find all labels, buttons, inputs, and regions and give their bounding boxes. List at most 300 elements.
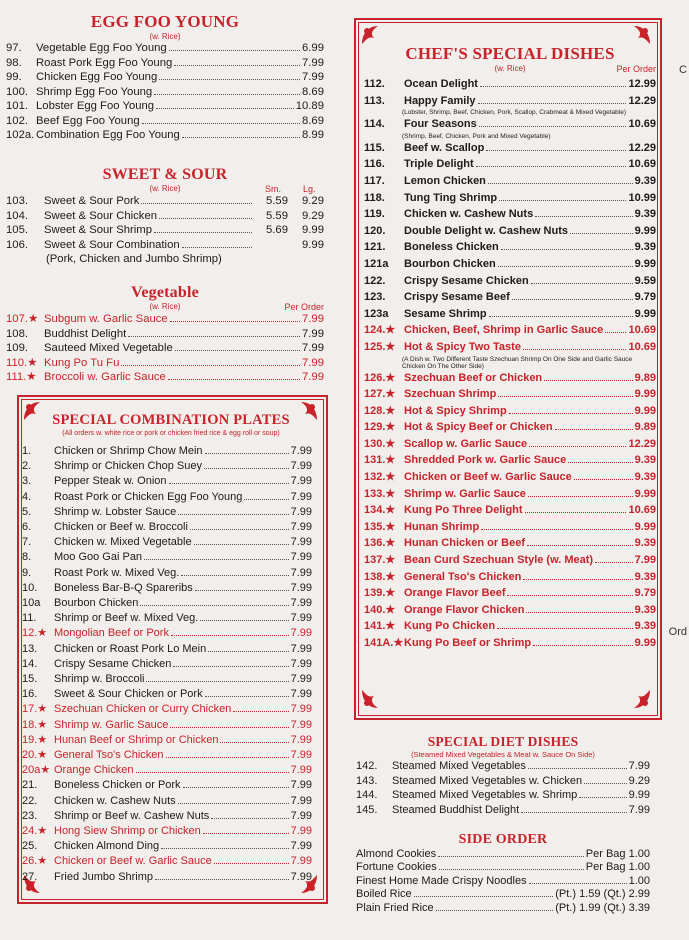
item-number: 130.★ (364, 437, 396, 450)
item-name: Double Delight w. Cashew Nuts (404, 224, 568, 237)
item-price: 10.69 (628, 118, 656, 131)
item-price: 12.29 (628, 141, 656, 154)
item-name: Sweet & Sour Chicken (44, 209, 158, 222)
dot-leader (136, 772, 289, 773)
item-number: 123. (364, 291, 386, 304)
item-price: 7.99 (302, 342, 324, 354)
dot-leader (208, 651, 288, 652)
item-name: Chicken or Roast Pork Lo Mein (54, 642, 207, 655)
item-number: 122. (364, 274, 386, 287)
dot-leader (203, 833, 289, 834)
item-number: 140.★ (364, 603, 396, 616)
item-name: Szechuan Shrimp (404, 388, 497, 401)
dot-leader (523, 349, 627, 350)
item-price: 9.99 (634, 404, 656, 417)
dot-leader (498, 266, 633, 267)
item-number: 123a (364, 307, 389, 320)
item-price: 7.99 (290, 642, 312, 655)
per-order-label: Per Order (616, 64, 656, 74)
menu-item (22, 748, 312, 763)
dot-leader (476, 166, 627, 167)
menu-item (22, 702, 312, 717)
item-number: 126.★ (364, 371, 396, 384)
cropped-edge-text: Ord (668, 626, 687, 638)
menu-item (364, 93, 656, 110)
item-number: 10. (22, 581, 38, 594)
item-price: 9.89 (634, 421, 656, 434)
item-number: 138.★ (364, 570, 396, 583)
dot-leader (233, 711, 288, 712)
menu-item (364, 140, 656, 157)
item-price: 7.99 (290, 657, 312, 670)
menu-item (364, 370, 656, 387)
dot-leader (528, 768, 627, 769)
menu-item (356, 875, 650, 888)
item-price: 9.99 (634, 637, 656, 649)
menu-item (22, 778, 312, 793)
dot-leader (140, 605, 288, 606)
item-name: Shrimp or Beef w. Cashew Nuts (54, 809, 210, 822)
dot-leader (146, 681, 288, 682)
item-name: Fried Jumbo Shrimp (54, 870, 154, 883)
dot-leader (574, 479, 633, 480)
large-price: 9.99 (302, 224, 324, 236)
item-number: 141.★ (364, 620, 396, 633)
menu-item (364, 419, 656, 436)
menu-item (356, 788, 650, 803)
item-name: Roast Pork or Chicken Egg Foo Young (54, 490, 243, 503)
item-name: Steamed Mixed Vegetables (392, 760, 526, 772)
item-name: Hunan Shrimp (404, 520, 480, 533)
item-price: Per Bag 1.00 (585, 848, 650, 860)
menu-item (356, 759, 650, 774)
item-price: 12.29 (628, 437, 656, 450)
item-number: 127.★ (364, 388, 396, 401)
item-price: 7.99 (290, 749, 312, 762)
menu-list (6, 312, 324, 385)
item-price: 7.99 (290, 703, 312, 716)
item-price: 7.99 (290, 597, 312, 610)
item-number: 115. (364, 141, 385, 154)
item-number: 98. (6, 56, 22, 69)
item-number: 119. (364, 208, 385, 221)
dot-leader (144, 559, 289, 560)
dot-leader (211, 818, 288, 819)
item-number: 124.★ (364, 324, 396, 337)
menu-item (6, 327, 324, 342)
menu-item (364, 156, 656, 173)
item-number: 113. (364, 94, 385, 107)
item-name: Shrimp w. Garlic Sauce (404, 487, 526, 500)
item-name: Bourbon Chicken (54, 597, 139, 610)
item-number: 103. (6, 195, 28, 207)
item-price: 6.99 (302, 42, 324, 54)
dot-leader (174, 65, 300, 66)
item-price: 7.99 (290, 825, 312, 838)
menu-item (22, 809, 312, 824)
item-price: 1.00 (628, 874, 650, 887)
section-subtitle: (w. Rice) (149, 32, 181, 41)
item-name: Sweet & Sour Chicken or Pork (54, 688, 203, 701)
dot-leader (175, 350, 300, 351)
item-name: Chicken Egg Foo Young (36, 71, 158, 83)
item-name: Beef Egg Foo Young (36, 114, 140, 127)
menu-item (364, 273, 656, 290)
menu-item (364, 306, 656, 323)
item-number: 120. (364, 224, 386, 237)
item-name: Boneless Bar-B-Q Spareribs (54, 581, 193, 594)
item-name: Orange Chicken (54, 764, 134, 777)
menu-item (364, 239, 656, 256)
dot-leader (159, 218, 252, 219)
item-price: 7.99 (290, 840, 312, 853)
dot-leader (181, 575, 288, 576)
dot-leader (568, 462, 632, 463)
menu-item (22, 520, 312, 535)
dot-leader (438, 856, 584, 857)
section-title: SWEET & SOUR (102, 166, 228, 183)
item-number: 132.★ (364, 471, 396, 484)
side-order-section (356, 832, 650, 915)
item-price: 7.99 (628, 803, 650, 816)
item-name: Kung Po Chicken (404, 620, 496, 633)
item-name: Kung Po Beef or Shrimp (404, 637, 532, 649)
menu-item (356, 774, 650, 789)
item-number: 23. (22, 809, 38, 822)
dot-leader (479, 126, 627, 127)
menu-item (364, 339, 656, 356)
item-price: 7.99 (290, 718, 312, 731)
dot-leader (527, 545, 633, 546)
large-price: 9.29 (302, 195, 324, 207)
item-name: Shrimp w. Lobster Sauce (54, 505, 177, 518)
item-price: 7.99 (290, 460, 312, 473)
menu-item (6, 85, 324, 100)
menu-item (22, 657, 312, 672)
item-number: 105. (6, 224, 28, 236)
item-number: 106. (6, 238, 28, 251)
menu-item (364, 190, 656, 207)
item-price: 10.69 (628, 324, 656, 337)
dot-leader (200, 620, 288, 621)
menu-item (6, 114, 324, 129)
large-price: 9.99 (302, 238, 324, 251)
dot-leader (436, 910, 554, 911)
item-price: 9.99 (628, 789, 650, 801)
dot-leader (141, 203, 252, 204)
item-name: Sweet & Sour Pork (44, 195, 140, 207)
item-price: (Pt.) 1.59 (Qt.) 2.99 (555, 888, 650, 901)
item-name: Steamed Mixed Vegetables w. Shrimp (392, 789, 578, 801)
dot-leader (529, 446, 626, 447)
menu-item (6, 238, 324, 253)
item-price: 7.99 (302, 327, 324, 340)
dot-leader (204, 468, 289, 469)
dot-leader (154, 232, 252, 233)
dot-leader (166, 757, 289, 758)
item-number: 21. (22, 779, 38, 792)
dot-leader (501, 249, 633, 250)
menu-item (22, 505, 312, 520)
item-price: (Pt.) 1.99 (Qt.) 3.39 (555, 901, 650, 914)
item-name: Chicken or Beef w. Garlic Sauce (404, 471, 572, 484)
item-number: 135.★ (364, 520, 396, 533)
menu-item (22, 490, 312, 505)
menu-item (22, 535, 312, 550)
item-price: 7.99 (302, 71, 324, 83)
dot-leader (528, 496, 633, 497)
flower-ornament-icon (628, 686, 654, 712)
item-name: Sauteed Mixed Vegetable (44, 342, 173, 354)
item-price: 7.99 (290, 475, 312, 488)
item-number: 101. (6, 100, 28, 112)
item-number: 118. (364, 191, 385, 204)
item-price: 7.99 (290, 764, 312, 777)
item-name: Shrimp w. Broccoli (54, 673, 145, 686)
item-number: 114. (364, 118, 385, 131)
item-price: 10.69 (628, 158, 656, 171)
item-price: 7.99 (290, 505, 312, 518)
item-number: 141A.★ (364, 637, 404, 649)
item-name: Ocean Delight (404, 78, 478, 90)
menu-item (22, 474, 312, 489)
item-number: 125.★ (364, 340, 396, 353)
dot-leader (159, 79, 300, 80)
item-number: 7. (22, 536, 32, 549)
item-price: 7.99 (290, 627, 312, 640)
menu-list (356, 848, 650, 915)
item-name: Chicken w. Cashew Nuts (404, 208, 534, 221)
item-name: Sweet & Sour Combination (44, 238, 180, 251)
item-number: 108. (6, 327, 28, 340)
item-number: 136.★ (364, 537, 396, 550)
item-number: 121a (364, 257, 389, 270)
item-price: 7.99 (290, 855, 312, 868)
item-name: Roast Pork Egg Foo Young (36, 56, 173, 69)
menu-item (364, 569, 656, 586)
section-subtitle: (Steamed Mixed Vegetables & Meat w. Sauce On Side) (411, 750, 595, 759)
menu-item (364, 256, 656, 273)
small-price: 5.59 (266, 195, 288, 207)
item-price: 9.39 (634, 208, 656, 221)
item-price: 9.39 (634, 537, 656, 550)
item-price: 7.99 (290, 794, 312, 807)
item-number: 19.★ (22, 733, 48, 746)
menu-item (356, 803, 650, 818)
item-name: Szechuan Beef or Chicken (404, 371, 543, 384)
item-name: Fortune Cookies (356, 861, 437, 874)
item-name: Plain Fried Rice (356, 901, 434, 914)
chef-special-section (364, 44, 656, 652)
item-name: Scallop w. Garlic Sauce (404, 437, 528, 450)
item-price: 8.99 (302, 129, 324, 141)
dot-leader (171, 635, 289, 636)
menu-item (22, 581, 312, 596)
menu-item (364, 223, 656, 240)
dot-leader (195, 590, 289, 591)
sweet-sour-section (6, 166, 324, 266)
item-name: Broccoli w. Garlic Sauce (44, 371, 166, 383)
item-name: Shrimp or Beef w. Mixed Veg. (54, 612, 199, 625)
item-price: 7.99 (290, 779, 312, 792)
dot-leader (178, 514, 288, 515)
dot-leader (170, 321, 300, 322)
item-name: Chicken, Beef, Shrimp in Garlic Sauce (404, 324, 604, 337)
item-name: Shrimp or Chicken Chop Suey (54, 460, 202, 473)
item-number: 18.★ (22, 718, 48, 731)
item-number: 139.★ (364, 587, 396, 600)
dot-leader (173, 666, 288, 667)
dot-leader (531, 283, 633, 284)
menu-item (364, 602, 656, 619)
menu-item (364, 502, 656, 519)
item-number: 100. (6, 85, 28, 98)
item-name: Crispy Sesame Beef (404, 291, 510, 304)
dot-leader (439, 869, 584, 870)
item-name: Hunan Chicken or Beef (404, 537, 526, 550)
item-number: 24.★ (22, 825, 48, 838)
dot-leader (488, 183, 633, 184)
item-name: General Tso's Chicken (404, 570, 522, 583)
dot-leader (507, 595, 632, 596)
item-price: 7.99 (302, 56, 324, 69)
dot-leader (205, 453, 289, 454)
item-number: 121. (364, 241, 386, 254)
menu-item (22, 596, 312, 611)
item-description: (Shrimp, Beef, Chicken, Pork and Mixed Vegetable) (402, 132, 551, 140)
section-subtitle: (w. Rice) (149, 184, 181, 193)
item-name: Vegetable Egg Foo Young (36, 42, 167, 54)
item-price: 9.39 (634, 471, 656, 484)
item-price: 9.99 (634, 388, 656, 401)
item-name: Steamed Mixed Vegetables w. Chicken (392, 774, 583, 787)
menu-item (22, 444, 312, 459)
menu-item (6, 356, 324, 371)
item-price: 9.99 (634, 224, 656, 237)
item-price: 9.39 (634, 603, 656, 616)
item-price: 10.69 (628, 504, 656, 517)
item-number: 25. (22, 840, 38, 853)
item-price: 7.99 (302, 371, 324, 383)
dot-leader (480, 86, 627, 87)
item-price: 9.99 (634, 520, 656, 533)
menu-item (22, 794, 312, 809)
dot-leader (579, 797, 626, 798)
menu-list (6, 41, 324, 143)
menu-item (22, 687, 312, 702)
item-name: Combination Egg Foo Young (36, 129, 180, 141)
item-number: 9. (22, 566, 32, 579)
item-price: 10.69 (628, 340, 656, 353)
item-number: 6. (22, 521, 32, 534)
item-name: Chicken or Shrimp Chow Mein (54, 445, 203, 457)
item-number: 110.★ (6, 356, 38, 369)
item-price: 8.69 (302, 85, 324, 98)
dot-leader (214, 863, 289, 864)
item-name: Lemon Chicken (404, 174, 486, 187)
item-name: Crispy Sesame Chicken (404, 274, 529, 287)
menu-item (6, 209, 324, 224)
dot-leader (142, 123, 300, 124)
item-number: 97. (6, 42, 22, 54)
item-number: 99. (6, 71, 22, 83)
dot-leader (570, 233, 633, 234)
item-number: 129.★ (364, 421, 396, 434)
item-name: Chicken Almond Ding (54, 840, 160, 853)
item-name: Bourbon Chicken (404, 257, 496, 270)
item-price: 9.99 (634, 487, 656, 500)
item-name: Chicken w. Mixed Vegetable (54, 536, 192, 549)
item-number: 5. (22, 505, 32, 518)
section-subtitle: (w. Rice) (494, 64, 526, 73)
item-name: Boneless Chicken (404, 241, 499, 254)
menu-item (364, 635, 656, 652)
dot-leader (498, 396, 632, 397)
menu-item (364, 469, 656, 486)
dot-leader (205, 696, 289, 697)
item-number: 13. (22, 642, 38, 655)
item-name: Szechuan Chicken or Curry Chicken (54, 703, 232, 716)
dot-leader (178, 803, 289, 804)
menu-item (6, 312, 324, 327)
item-price: Per Bag 1.00 (585, 861, 650, 874)
dot-leader (414, 896, 554, 897)
menu-item (356, 861, 650, 874)
item-number: 17.★ (22, 703, 48, 716)
dot-leader (170, 727, 288, 728)
item-price: 9.39 (634, 620, 656, 633)
menu-item (364, 452, 656, 469)
item-name: Bean Curd Szechuan Style (w. Meat) (404, 554, 594, 567)
item-name: Lobster Egg Foo Young (36, 100, 155, 112)
item-name: Sweet & Sour Shrimp (44, 224, 152, 236)
menu-item (6, 223, 324, 238)
item-name: Moo Goo Gai Pan (54, 551, 143, 564)
menu-item (22, 870, 312, 885)
dot-leader (194, 544, 289, 545)
menu-item (22, 672, 312, 687)
dot-leader (521, 812, 626, 813)
item-name: Sesame Shrimp (404, 307, 487, 320)
item-price: 9.39 (634, 174, 656, 187)
dot-leader (497, 628, 633, 629)
item-number: 1. (22, 445, 32, 457)
menu-item (22, 642, 312, 657)
item-name: Boneless Chicken or Pork (54, 779, 181, 792)
item-name: Crispy Sesame Chicken (54, 657, 172, 670)
dot-leader (481, 529, 632, 530)
dot-leader (169, 483, 289, 484)
item-number: 145. (356, 803, 378, 816)
item-name: Hot & Spicy Beef or Chicken (404, 421, 553, 434)
flower-ornament-icon (358, 686, 384, 712)
dot-leader (555, 429, 633, 430)
large-price: 9.29 (302, 209, 324, 222)
menu-item (22, 718, 312, 733)
item-price: 7.99 (290, 612, 312, 625)
item-name: Tung Ting Shrimp (404, 191, 498, 204)
section-subtitle: (w. Rice) (149, 302, 181, 311)
item-number: 2. (22, 460, 32, 473)
item-price: 9.89 (634, 371, 656, 384)
item-name: Buddhist Delight (44, 327, 127, 340)
large-label: Lg. (303, 184, 316, 194)
menu-item (6, 56, 324, 71)
menu-item (22, 626, 312, 641)
item-price: 8.69 (302, 114, 324, 127)
dot-leader (156, 108, 294, 109)
item-number: 142. (356, 760, 378, 772)
